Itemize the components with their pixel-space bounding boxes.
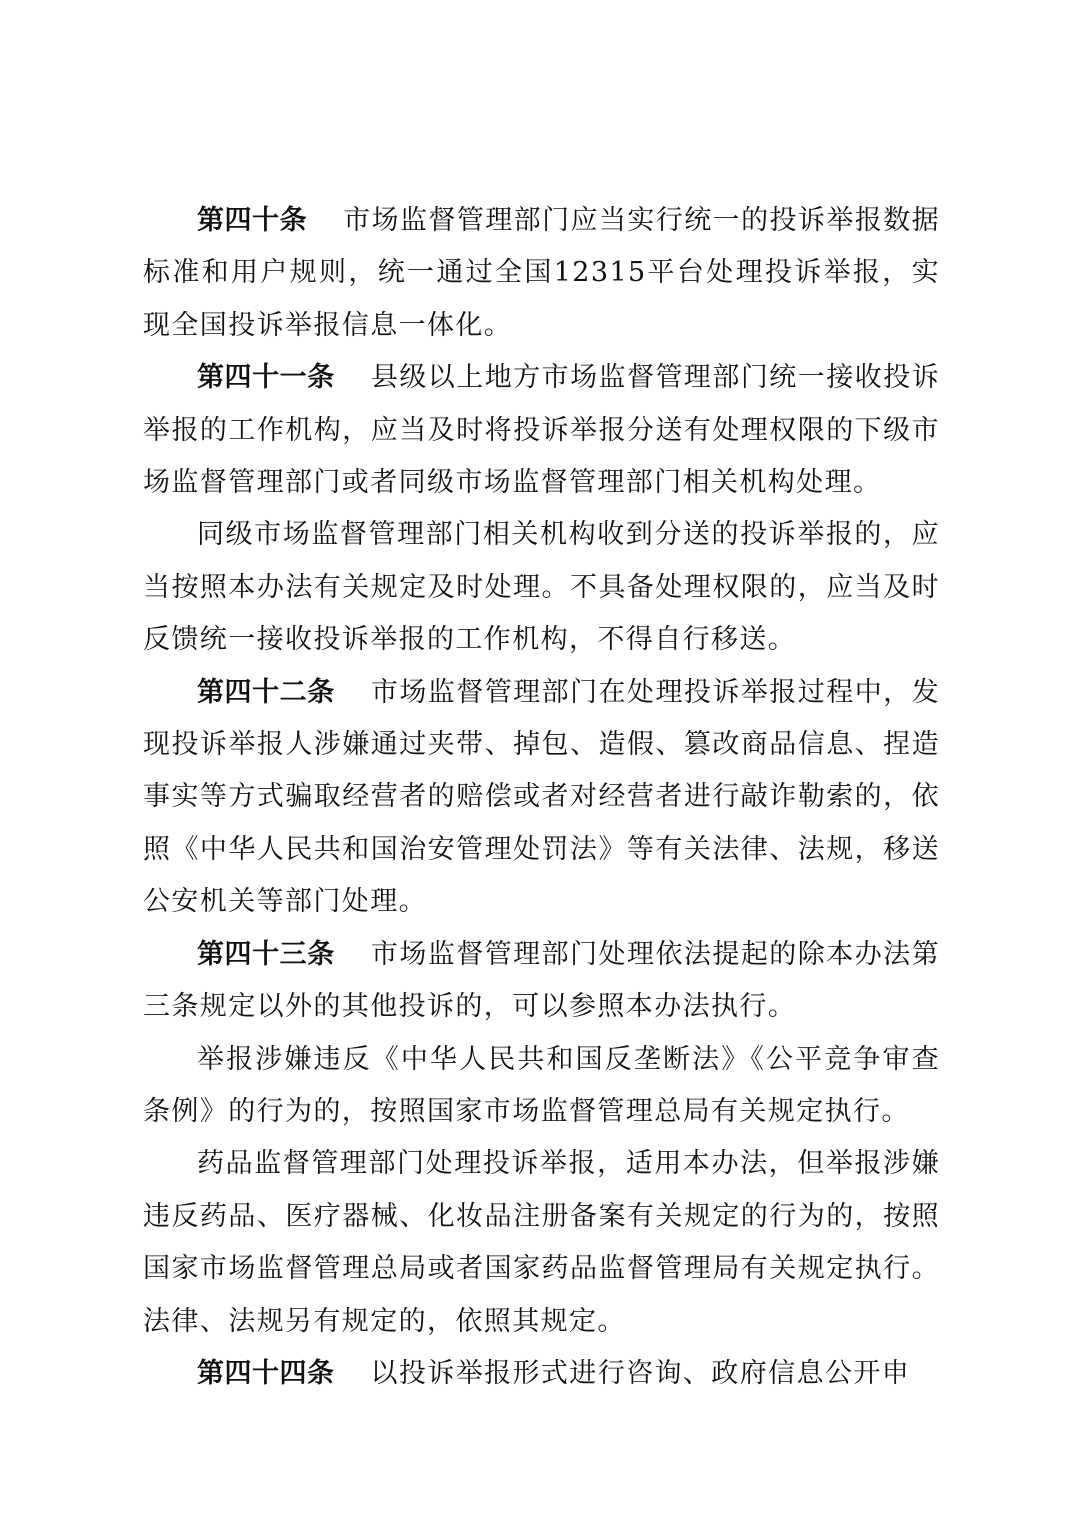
paragraph-text: 举报涉嫌违反《中华人民共和国反垄断法》《公平竞争审查条例》的行为的，按照国家市场监督管理总局有关规定执行。 bbox=[143, 1043, 940, 1127]
document-page bbox=[143, 195, 940, 1400]
paragraph-text: 县级以上地方市场监督管理部门统一接收投诉举报的工作机构，应当及时将投诉举报分送有处理权限的下级市场监督管理部门或者同级市场监督管理部门相关机构处理。 bbox=[143, 362, 941, 499]
paragraph-article-43-clause-2 bbox=[143, 1034, 940, 1139]
paragraph-article-42 bbox=[143, 667, 940, 929]
paragraph-text: 药品监督管理部门处理投诉举报，适用本办法，但举报涉嫌违反药品、医疗器械、化妆品注册备案有关规定的行为的，按照国家市场监督管理总局或者国家药品监督管理局有关规定执行。法律、法规另有规定的，依照其规定。 bbox=[143, 1148, 940, 1337]
paragraph-text: 市场监督管理部门处理依法提起的除本办法第三条规定以外的其他投诉的，可以参照本办法执行。 bbox=[143, 938, 941, 1023]
paragraph-article-43 bbox=[143, 929, 940, 1034]
paragraph-article-41-clause-2 bbox=[143, 509, 940, 666]
paragraph-text: 以投诉举报形式进行咨询、政府信息公开申 bbox=[370, 1357, 911, 1389]
article-number: 第四十二条 bbox=[197, 676, 335, 708]
paragraph-text: 同级市场监督管理部门相关机构收到分送的投诉举报的，应当按照本办法有关规定及时处理。不具备处理权限的，应当及时反馈统一接收投诉举报的工作机构，不得自行移送。 bbox=[143, 519, 940, 656]
article-number: 第四十三条 bbox=[197, 938, 335, 970]
paragraph-article-44 bbox=[143, 1348, 940, 1400]
article-number: 第四十四条 bbox=[197, 1357, 335, 1389]
article-number: 第四十一条 bbox=[197, 362, 335, 394]
paragraph-article-43-clause-3 bbox=[143, 1138, 940, 1348]
article-number: 第四十条 bbox=[197, 205, 308, 236]
paragraph-text: 市场监督管理部门在处理投诉举报过程中，发现投诉举报人涉嫌通过夹带、掉包、造假、篡改商品信息、捏造事实等方式骗取经营者的赔偿或者对经营者进行敲诈勒索的，依照《中华人民共和国治安管理处罚法》等有关法律、法规，移送公安机关等部门处理。 bbox=[143, 676, 941, 918]
paragraph-text: 市场监督管理部门应当实行统一的投诉举报数据标准和用户规则，统一通过全国12315平台处理投诉举报，实现全国投诉举报信息一体化。 bbox=[143, 205, 941, 341]
paragraph-article-41 bbox=[143, 352, 940, 509]
paragraph-article-40 bbox=[143, 195, 940, 352]
